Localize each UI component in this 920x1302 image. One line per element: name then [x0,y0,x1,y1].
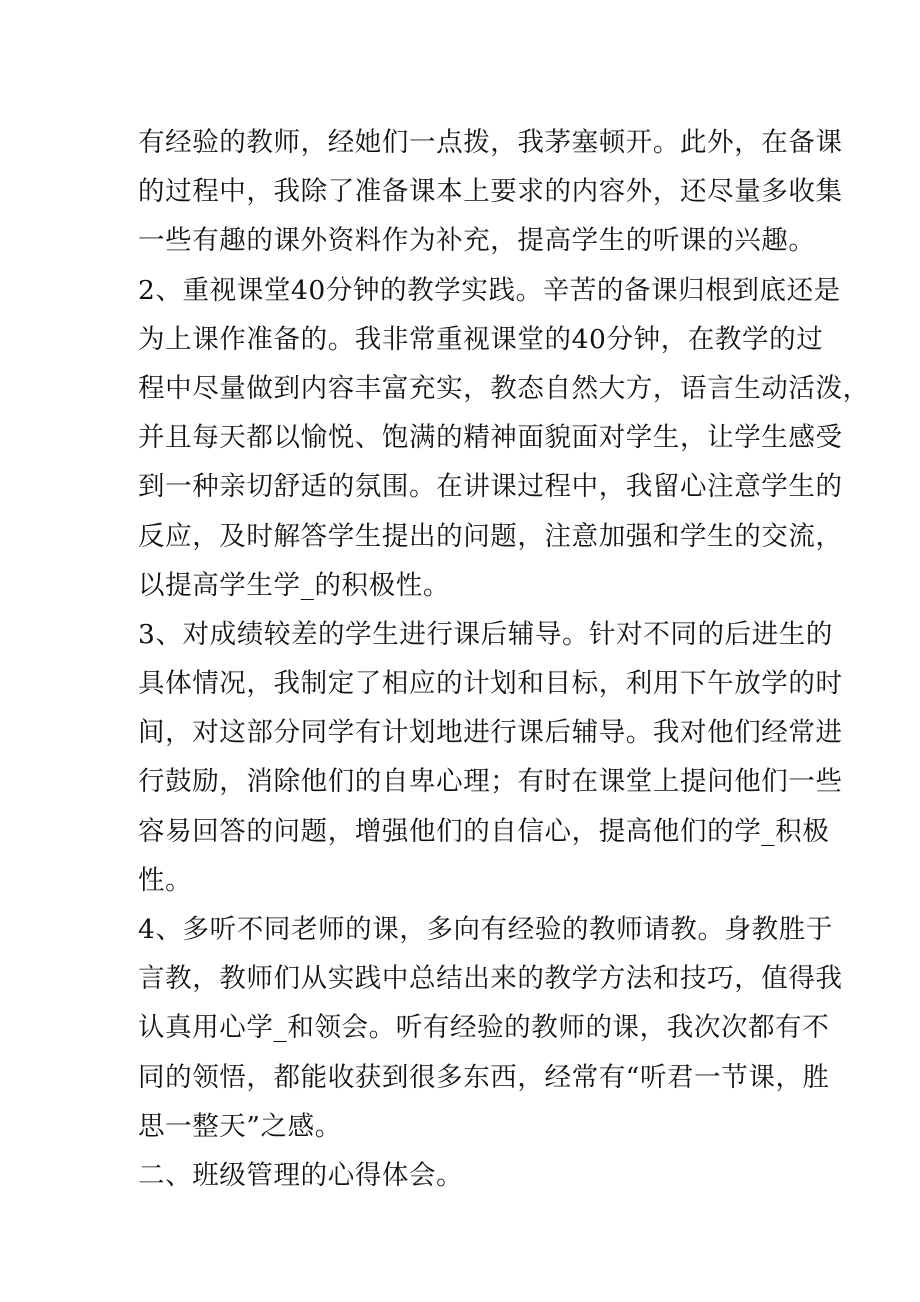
text-line: 有经验的教师，经她们一点拨，我茅塞顿开。此外，在备课 [138,127,843,158]
text-line: 的过程中，我除了准备课本上要求的内容外，还尽量多收集 [138,176,843,208]
text-line: 3、对成绩较差的学生进行课后辅导。针对不同的后进生的 [138,618,833,650]
text-line: 4、多听不同老师的课，多向有经验的教师请教。身教胜于 [138,914,833,945]
text-line: 认真用心学_和领会。听有经验的教师的课，我次次都有不 [138,1012,830,1044]
text-line: 行鼓励，消除他们的自卑心理；有时在课堂上提问他们一些 [138,766,843,798]
text-line: 为上课作准备的。我非常重视课堂的40分钟，在教学的过 [138,323,824,355]
text-line: 2、重视课堂40分钟的教学实践。辛苦的备课归根到底还是 [138,274,841,306]
text-line: 同的领悟，都能收获到很多东西，经常有“听君一节课，胜 [138,1061,830,1093]
text-line: 思一整天”之感。 [138,1110,342,1142]
text-line: 容易回答的问题，增强他们的自信心，提高他们的学_积极 [138,815,830,847]
text-line: 具体情况，我制定了相应的计划和目标，利用下午放学的时 [138,668,843,700]
text-line: 一些有趣的课外资料作为补充，提高学生的听课的兴趣。 [138,225,816,257]
section-heading: 二、班级管理的心得体会。 [138,1159,464,1191]
text-line: 到一种亲切舒适的氛围。在讲课过程中，我留心注意学生的 [138,471,843,503]
text-line: 并且每天都以愉悦、饱满的精神面貌面对学生，让学生感受 [138,422,843,454]
text-line: 间，对这部分同学有计划地进行课后辅导。我对他们经常进 [138,717,843,749]
text-line: 以提高学生学_的积极性。 [138,569,450,601]
text-line: 反应，及时解答学生提出的问题，注意加强和学生的交流， [138,520,843,552]
text-line: 言教，教师们从实践中总结出来的教学方法和技巧，值得我 [138,963,843,995]
text-line: 程中尽量做到内容丰富充实，教态自然大方，语言生动活泼， [138,372,870,404]
body-text [138,118,870,1200]
text-line: 性。 [138,864,193,896]
